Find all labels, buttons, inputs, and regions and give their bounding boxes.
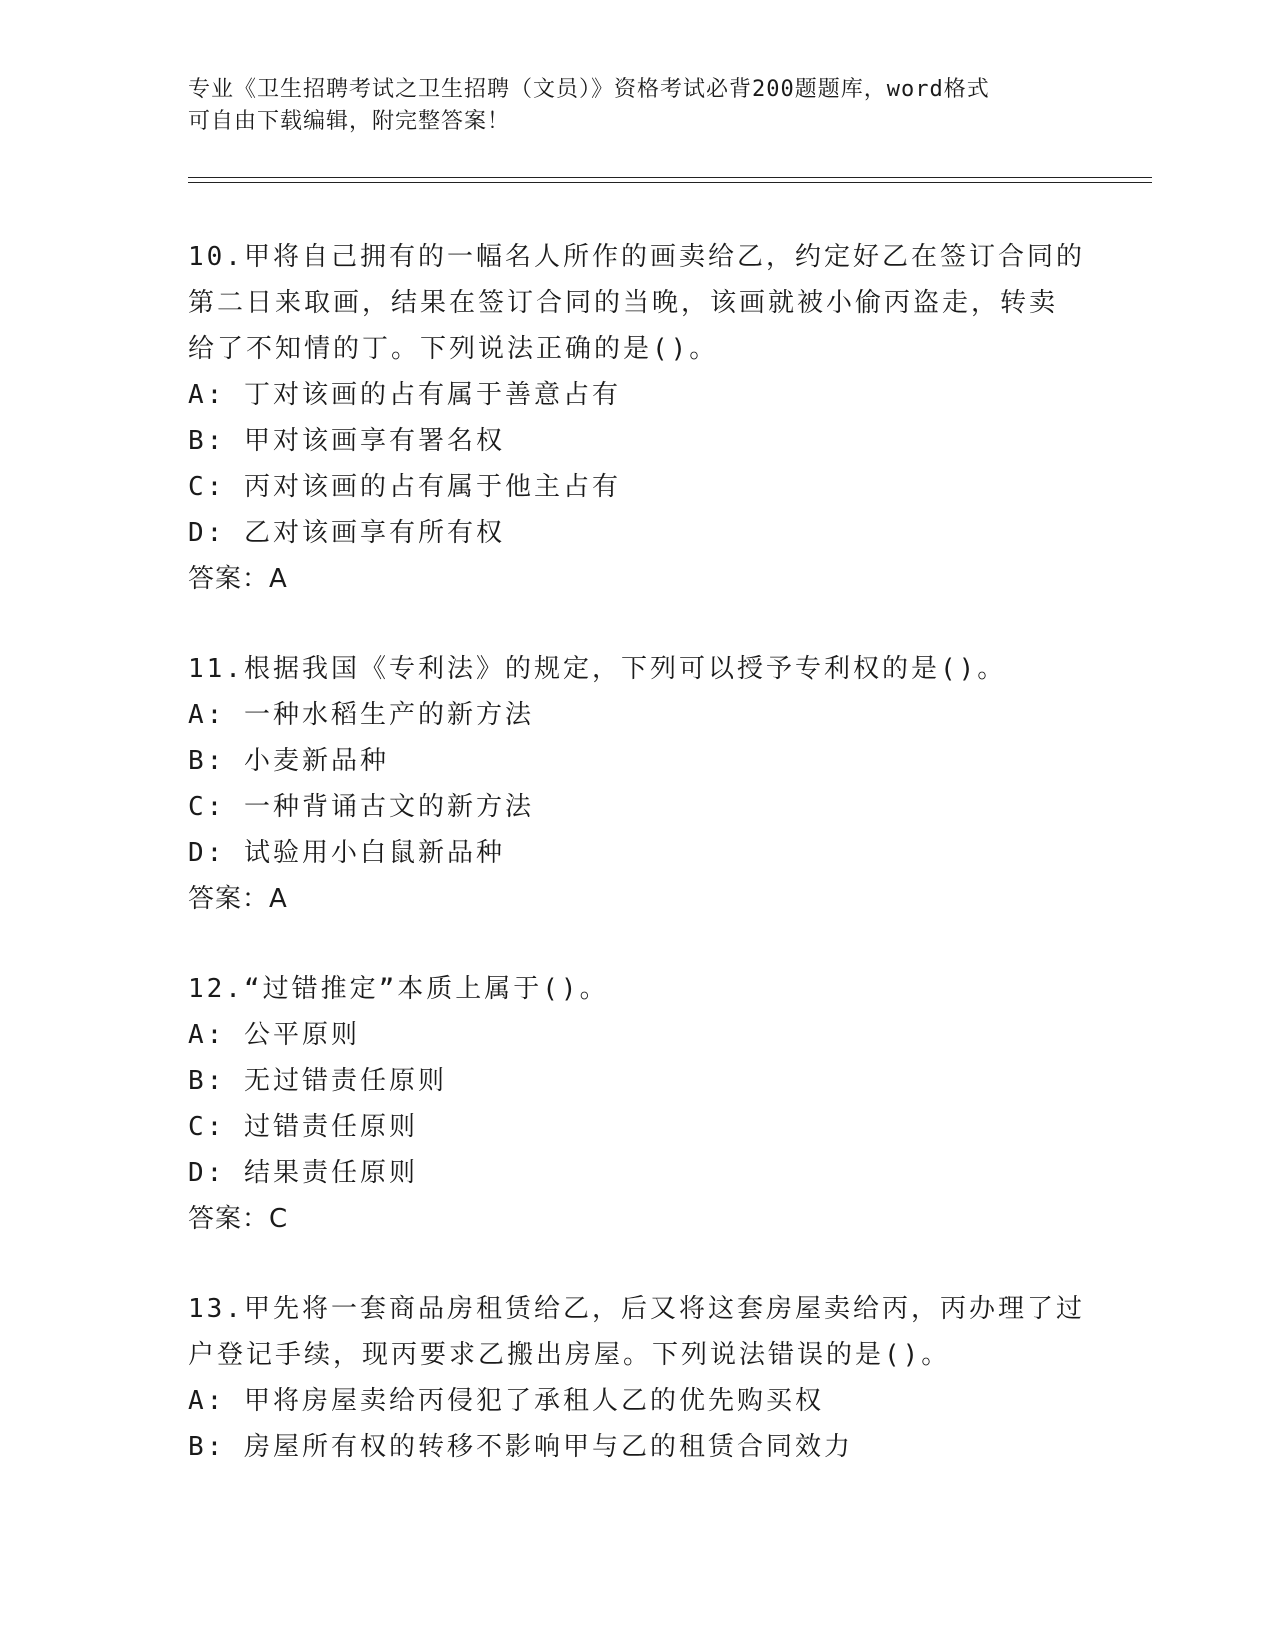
- option-a: A: 公平原则: [188, 1020, 360, 1050]
- question-list: [188, 234, 1088, 1514]
- option-a: A: 甲将房屋卖给丙侵犯了承租人乙的优先购买权: [188, 1386, 824, 1416]
- question-stem-line: 10.甲将自己拥有的一幅名人所作的画卖给乙，约定好乙在签订合同的: [188, 242, 1085, 272]
- document-header: [188, 74, 1088, 138]
- option-c: C: 丙对该画的占有属于他主占有: [188, 472, 621, 502]
- question-stem-line: 给了不知情的丁。下列说法正确的是()。: [188, 334, 719, 364]
- question-10: [188, 234, 1088, 602]
- option-b: B: 甲对该画享有署名权: [188, 426, 505, 456]
- answer-line: 答案：C: [188, 1204, 289, 1234]
- option-d: D: 试验用小白鼠新品种: [188, 838, 505, 868]
- header-divider-top: [188, 177, 1152, 178]
- option-b: B: 房屋所有权的转移不影响甲与乙的租赁合同效力: [188, 1432, 853, 1462]
- option-d: D: 结果责任原则: [188, 1158, 418, 1188]
- question-stem-line: 户登记手续，现丙要求乙搬出房屋。下列说法错误的是()。: [188, 1340, 951, 1370]
- question-12: [188, 966, 1088, 1242]
- option-c: C: 一种背诵古文的新方法: [188, 792, 534, 822]
- option-a: A: 丁对该画的占有属于善意占有: [188, 380, 621, 410]
- question-11: [188, 646, 1088, 922]
- question-stem-line: 13.甲先将一套商品房租赁给乙，后又将这套房屋卖给丙，丙办理了过: [188, 1294, 1085, 1324]
- option-c: C: 过错责任原则: [188, 1112, 418, 1142]
- header-divider-bottom: [188, 182, 1152, 183]
- question-stem-line: 第二日来取画，结果在签订合同的当晚，该画就被小偷丙盗走，转卖: [188, 288, 1059, 318]
- option-d: D: 乙对该画享有所有权: [188, 518, 505, 548]
- option-a: A: 一种水稻生产的新方法: [188, 700, 534, 730]
- option-b: B: 无过错责任原则: [188, 1066, 447, 1096]
- header-line-2: 可自由下载编辑，附完整答案！: [188, 109, 511, 134]
- header-line-1: 专业《卫生招聘考试之卫生招聘（文员）》资格考试必背200题题库，word格式: [188, 77, 990, 102]
- question-13: [188, 1286, 1088, 1470]
- question-stem-line: 12.“过错推定”本质上属于()。: [188, 974, 609, 1004]
- question-stem-line: 11.根据我国《专利法》的规定，下列可以授予专利权的是()。: [188, 654, 1007, 684]
- answer-line: 答案：A: [188, 564, 288, 594]
- answer-line: 答案：A: [188, 884, 288, 914]
- option-b: B: 小麦新品种: [188, 746, 389, 776]
